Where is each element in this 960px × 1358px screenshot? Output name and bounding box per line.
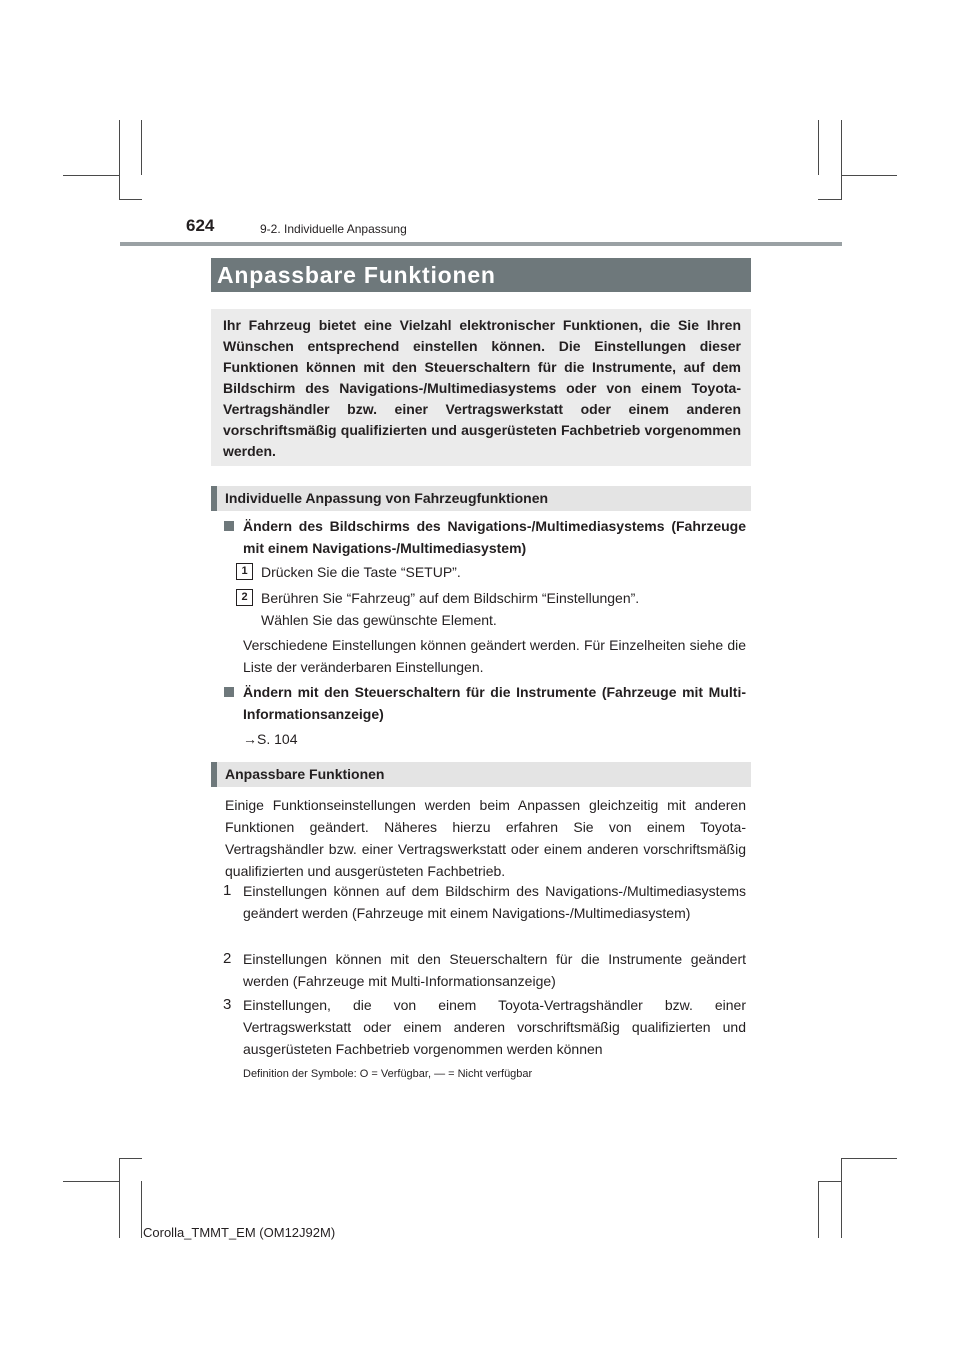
list-item: Einstellungen, die von einem Toyota-Vertragshändler bzw. einer Vertragswerkstatt oder einem anderen vorschriftsmäßig qualifizierten und ausgerüsteten Fachbetrieb vorgenommen werden können — [243, 997, 746, 1057]
step-text: Drücken Sie die Taste “SETUP”. — [261, 564, 461, 580]
crop-mark — [119, 199, 142, 200]
crop-mark — [63, 175, 119, 176]
page-reference-link[interactable]: S. 104 — [257, 731, 298, 747]
crop-mark — [841, 1158, 842, 1238]
functions-paragraph: Einige Funktionseinstellungen werden beim Anpassen gleichzeitig mit anderen Funktionen geändert. Näheres hierzu erfahren Sie von einem Toyota-Vertragshändler bzw. einer Vertragswerkstatt oder einem anderen vorschriftsmäßig qualifizierten und ausgerüsteten Fachbetrieb. — [225, 797, 746, 879]
header-divider — [120, 242, 842, 246]
page-reference — [243, 728, 297, 750]
crop-mark — [818, 1181, 842, 1182]
page-title: Anpassbare Funktionen — [211, 258, 751, 292]
crop-mark — [818, 1181, 819, 1238]
crop-mark — [818, 199, 842, 200]
square-bullet-icon — [224, 687, 234, 697]
crop-mark — [841, 120, 842, 200]
crop-mark — [842, 175, 897, 176]
bullet-heading-instrument-switches: Ändern mit den Steuerschaltern für die Instrumente (Fahrzeuge mit Multi-Informationsanzeige) — [243, 684, 746, 722]
crop-mark — [842, 1158, 897, 1159]
document-footer: Corolla_TMMT_EM (OM12J92M) — [143, 1225, 336, 1240]
step-text-continued: Wählen Sie das gewünschte Element. — [261, 612, 497, 628]
list-item: Einstellungen können mit den Steuerschaltern für die Instrumente geändert werden (Fahrzeuge mit Multi-Informationsanzeige) — [243, 951, 746, 989]
crop-mark — [119, 120, 120, 200]
item-number: 1 — [223, 882, 232, 899]
symbol-legend: Definition der Symbole: O = Verfügbar, — = Nicht verfügbar — [243, 1068, 533, 1080]
page-number: 624 — [186, 216, 215, 235]
intro-box — [211, 309, 751, 466]
crop-mark — [141, 120, 142, 175]
crop-mark — [141, 1181, 142, 1238]
item-number: 3 — [223, 996, 232, 1013]
crop-mark — [119, 1158, 120, 1238]
step-text: Berühren Sie “Fahrzeug” auf dem Bildschirm “Einstellungen”. — [261, 590, 640, 606]
crop-mark — [119, 1158, 142, 1159]
section-reference: 9-2. Individuelle Anpassung — [260, 222, 407, 236]
arrow-right-icon: → — [243, 731, 257, 747]
square-bullet-icon — [224, 521, 234, 531]
intro-text: Ihr Fahrzeug bietet eine Vielzahl elektronischer Funktionen, die Sie Ihren Wünschen entsprechend einstellen können. Die Einstellungen dieser Funktionen können mit den Steuerschaltern für die Instrumente, auf dem Bildschirm des Navigations-/Multimediasystems oder von einem Toyota-Vertragshändler bzw. einer Vertragswerkstatt oder einem anderen vorschriftsmäßig qualifizierten und ausgerüsteten Fachbetrieb vorgenommen werden. — [223, 317, 741, 459]
section-heading-functions: Anpassbare Funktionen — [211, 762, 751, 787]
bullet-heading-navigation: Ändern des Bildschirms des Navigations-/Multimediasystems (Fahrzeuge mit einem Navigations-/Multimediasystem) — [243, 518, 746, 556]
crop-mark — [63, 1181, 119, 1182]
settings-note: Verschiedene Einstellungen können geändert werden. Für Einzelheiten siehe die Liste der veränderbaren Einstellungen. — [243, 637, 746, 675]
item-number: 2 — [223, 950, 232, 967]
step-number-badge: 1 — [236, 563, 253, 580]
section-heading-customization: Individuelle Anpassung von Fahrzeugfunktionen — [211, 486, 751, 511]
crop-mark — [818, 120, 819, 175]
step-number-badge: 2 — [236, 589, 253, 606]
list-item: Einstellungen können auf dem Bildschirm des Navigations-/Multimediasystems geändert werden (Fahrzeuge mit einem Navigations-/Multimediasystem) — [243, 883, 746, 921]
